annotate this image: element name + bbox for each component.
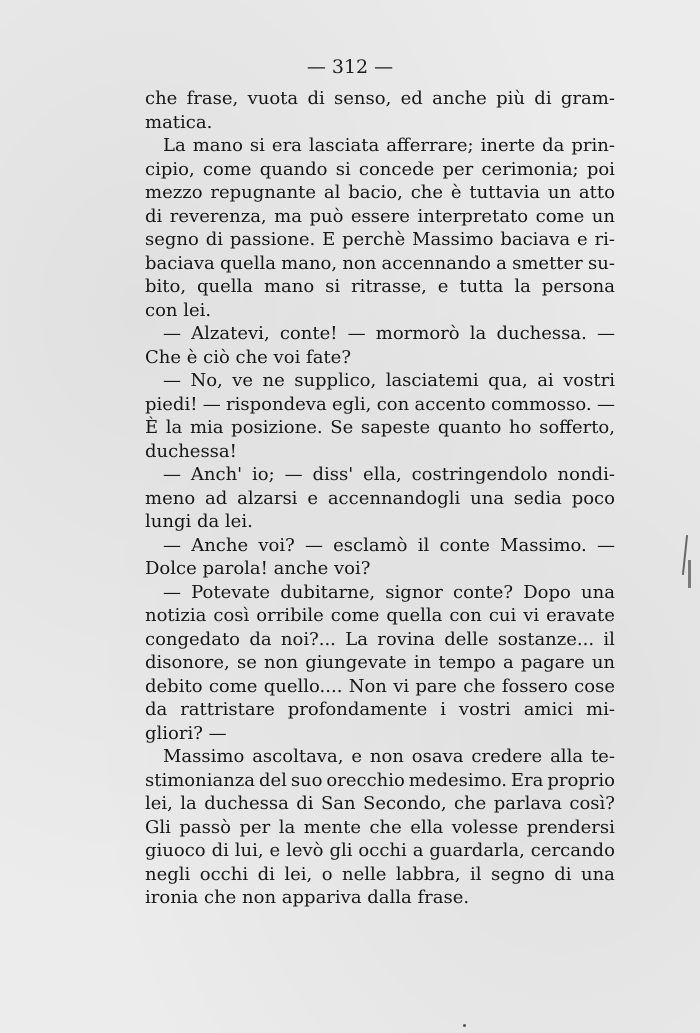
word: e: [351, 746, 362, 767]
word: accennando: [381, 252, 491, 274]
word: accento: [414, 393, 486, 415]
word: un: [591, 652, 615, 673]
word: non: [264, 652, 299, 673]
word: come: [330, 605, 380, 626]
word: a: [502, 652, 514, 673]
word: prendersi: [526, 816, 615, 838]
word: duchessa: [204, 793, 289, 814]
word: atto: [578, 182, 615, 203]
word: non: [369, 746, 404, 767]
text-line: [145, 393, 615, 417]
word: prin-: [571, 135, 615, 156]
text-line: [145, 322, 615, 346]
word: ad: [205, 487, 228, 509]
word: mano: [192, 135, 243, 156]
word: —: [202, 393, 221, 415]
word: credere: [471, 746, 543, 767]
word: vostri: [458, 699, 511, 720]
word: senso,: [334, 88, 392, 109]
word: mi-: [586, 699, 615, 720]
word: notizia: [145, 605, 207, 626]
word: rispondeva: [226, 393, 327, 415]
word: guardarla,: [429, 840, 525, 861]
word: si: [335, 158, 351, 180]
word: supplico,: [294, 370, 377, 391]
word: di: [554, 863, 572, 885]
word: più: [496, 88, 525, 109]
scan-mark: [463, 1024, 466, 1027]
word: alla: [550, 746, 584, 767]
word: in: [413, 652, 432, 673]
word: suo: [290, 769, 323, 791]
word: disonore,: [145, 652, 230, 673]
word: di: [257, 863, 275, 885]
word: eravate: [546, 605, 615, 626]
word: di: [211, 840, 229, 861]
word: La: [345, 628, 368, 650]
word: perchè: [342, 229, 406, 250]
word: una: [581, 863, 615, 885]
word: interpretato: [417, 205, 529, 227]
word: di: [205, 229, 224, 250]
word: quanto: [437, 417, 502, 438]
word: quello....: [263, 675, 343, 697]
word: un: [547, 182, 572, 203]
text-line: [145, 698, 615, 722]
word: Anche: [191, 534, 249, 556]
word: posizione.: [231, 417, 323, 438]
word: o: [321, 863, 333, 885]
word: diss': [312, 464, 354, 485]
word: una: [581, 581, 615, 603]
word: bito,: [145, 276, 187, 297]
word: volesse: [451, 816, 519, 838]
word: quando: [259, 158, 328, 180]
text-line: [145, 581, 615, 605]
scan-mark: [688, 560, 691, 588]
word: passò: [179, 816, 231, 838]
word: ho: [508, 417, 532, 438]
body-text: [145, 87, 615, 910]
text-line: [145, 722, 615, 746]
word: piedi!: [145, 393, 198, 415]
word: che: [454, 793, 487, 814]
word: la: [469, 323, 487, 344]
word: osava: [411, 746, 464, 767]
text-line: [145, 792, 615, 816]
word: conte!: [279, 323, 338, 344]
word: mano,: [281, 252, 338, 274]
word: io;: [252, 464, 275, 485]
word: segno: [145, 229, 199, 250]
word: No,: [190, 370, 223, 391]
word: —: [596, 534, 615, 556]
word: nelle: [342, 863, 387, 885]
word: passione.: [229, 229, 316, 250]
text-line-content: gliori? —: [145, 722, 227, 744]
word: —: [596, 323, 615, 344]
word: di: [534, 88, 552, 109]
word: tutta: [459, 276, 504, 297]
word: frase,: [186, 88, 239, 109]
word: lasciata: [308, 135, 380, 156]
word: lei,: [145, 793, 173, 814]
word: E: [322, 229, 336, 250]
word: congedato: [145, 628, 241, 650]
word: quella: [386, 605, 443, 626]
word: lui,: [234, 840, 264, 861]
word: fossero: [501, 675, 568, 697]
word: reverenza,: [169, 205, 267, 227]
word: conte: [439, 534, 490, 556]
word: vi: [393, 675, 410, 697]
word: meno: [145, 487, 196, 509]
word: bacio,: [348, 182, 403, 203]
word: del: [258, 769, 287, 791]
word: —: [163, 323, 181, 344]
text-line: [145, 369, 615, 393]
word: inerte: [480, 135, 536, 156]
word: Massimo: [163, 746, 245, 767]
word: baciava: [500, 229, 571, 250]
page-number: — 312 —: [306, 56, 394, 78]
word: labbra,: [395, 863, 461, 885]
word: ne: [262, 370, 285, 391]
word: egli,: [331, 393, 372, 415]
word: è: [450, 182, 462, 203]
word: ritrasse,: [351, 276, 427, 297]
word: era: [271, 135, 302, 156]
word: di: [307, 88, 325, 109]
word: lasciatemi: [385, 370, 479, 391]
word: tuttavia: [469, 182, 541, 203]
word: con: [376, 393, 410, 415]
word: noi?...: [280, 628, 336, 650]
word: cose: [574, 675, 615, 697]
word: poi: [586, 158, 615, 180]
word: quella: [197, 276, 254, 297]
word: mano: [263, 276, 315, 297]
word: ella: [410, 816, 444, 838]
word: a: [496, 252, 507, 274]
word: con: [449, 605, 482, 626]
text-line: [145, 628, 615, 652]
word: poco: [571, 487, 615, 509]
word: —: [163, 464, 181, 485]
word: ma: [274, 205, 302, 227]
word: smetter: [512, 252, 583, 274]
word: sedia: [513, 487, 562, 509]
word: una: [470, 487, 505, 509]
word: qua,: [488, 370, 528, 391]
word: alzarsi: [237, 487, 298, 509]
word: —: [163, 534, 181, 556]
word: orecchio: [326, 769, 405, 791]
word: afferrare;: [386, 135, 474, 156]
text-line-content: duchessa!: [145, 440, 237, 462]
text-line: [145, 769, 615, 793]
word: È: [145, 417, 159, 438]
word: stimonianza: [145, 769, 256, 791]
word: cerimonia;: [481, 158, 579, 180]
word: si: [325, 276, 341, 297]
text-line: [145, 205, 615, 229]
word: su-: [588, 252, 615, 274]
word: duchessa.: [496, 323, 587, 344]
word: proprio: [547, 769, 615, 791]
word: gli: [329, 840, 353, 861]
word: levò: [286, 840, 324, 861]
word: essere: [350, 205, 410, 227]
word: pagare: [520, 652, 585, 673]
word: il: [417, 534, 430, 556]
word: e: [269, 840, 281, 861]
word: la: [180, 793, 197, 814]
word: Se: [330, 417, 354, 438]
word: da: [249, 628, 272, 650]
word: che: [145, 88, 178, 109]
word: come: [535, 205, 585, 227]
word: ai: [537, 370, 554, 391]
word: Anch': [190, 464, 243, 485]
word: parlava: [493, 793, 562, 814]
word: medesimo.: [408, 769, 507, 791]
word: Dopo: [523, 581, 571, 603]
word: vostri: [563, 370, 615, 391]
word: conte?: [453, 581, 514, 603]
text-line-content: con lei.: [145, 299, 212, 321]
word: signor: [385, 581, 443, 603]
text-line-content: ironia che non appariva dalla frase.: [145, 887, 470, 908]
word: Era: [510, 769, 544, 791]
word: per: [239, 816, 271, 838]
text-line: [145, 816, 615, 840]
word: sofferto,: [539, 417, 615, 438]
word: segno: [490, 863, 545, 885]
word: Massimo: [412, 229, 494, 250]
word: accennandogli: [327, 487, 461, 509]
text-line: [145, 228, 615, 252]
word: da: [145, 699, 168, 720]
text-line: [145, 863, 615, 887]
word: tempo: [438, 652, 496, 673]
text-line: [145, 510, 615, 534]
word: che: [463, 675, 496, 697]
word: sostanze...: [497, 628, 595, 650]
word: così?: [569, 793, 615, 814]
word: anche: [432, 88, 487, 109]
word: lei,: [284, 863, 313, 885]
word: cercando: [530, 840, 615, 861]
word: —: [163, 581, 181, 603]
word: ella,: [363, 464, 402, 485]
word: cipio,: [145, 158, 195, 180]
text-line: [145, 487, 615, 511]
word: per: [442, 158, 474, 180]
word: si: [249, 135, 265, 156]
text-line: [145, 111, 615, 135]
text-line: [145, 134, 615, 158]
word: orribile: [256, 605, 324, 626]
word: —: [284, 464, 303, 485]
word: Potevate: [191, 581, 271, 603]
word: giungevate: [305, 652, 407, 673]
text-line: [145, 346, 615, 370]
word: —: [596, 393, 615, 415]
word: Secondo,: [363, 793, 447, 814]
text-line: [145, 534, 615, 558]
word: un: [591, 205, 615, 227]
word: cui: [488, 605, 517, 626]
word: te-: [590, 746, 615, 767]
word: San: [320, 793, 356, 814]
text-line: [145, 886, 615, 910]
word: non: [342, 252, 377, 274]
text-line: [145, 416, 615, 440]
word: sapeste: [360, 417, 431, 438]
word: delle: [444, 628, 489, 650]
word: commosso.: [491, 393, 592, 415]
text-line: [145, 557, 615, 581]
word: come: [202, 158, 252, 180]
word: la: [278, 816, 296, 838]
text-line: [145, 463, 615, 487]
word: la: [514, 276, 531, 297]
word: occhi: [199, 863, 249, 885]
word: il: [603, 628, 615, 650]
word: vi: [523, 605, 540, 626]
word: —: [304, 534, 323, 556]
word: debito: [145, 675, 203, 697]
text-line: [145, 181, 615, 205]
word: di: [145, 205, 163, 227]
text-line: [145, 651, 615, 675]
word: così: [213, 605, 250, 626]
text-line: [145, 87, 615, 111]
text-line-content: Che è ciò che voi fate?: [145, 346, 351, 368]
word: il: [469, 863, 482, 885]
word: repugnante: [210, 182, 317, 203]
word: e: [576, 229, 588, 250]
word: al: [323, 182, 341, 203]
word: e: [307, 487, 318, 509]
word: ascoltava,: [252, 746, 344, 767]
text-line: [145, 839, 615, 863]
word: che: [369, 816, 402, 838]
word: che: [410, 182, 444, 203]
word: può: [309, 205, 344, 227]
word: se: [236, 652, 257, 673]
word: nondi-: [557, 464, 615, 485]
word: giuoco: [145, 840, 206, 861]
word: i: [440, 699, 446, 720]
word: —: [347, 323, 366, 344]
word: occhi: [358, 840, 407, 861]
text-line: [145, 158, 615, 182]
text-line-content: matica.: [145, 111, 213, 133]
text-line: [145, 604, 615, 628]
word: voi?: [258, 534, 295, 556]
word: profondamente: [287, 699, 428, 720]
text-line: [145, 745, 615, 769]
word: vuota: [247, 88, 299, 109]
word: Gli: [145, 816, 171, 838]
word: quella: [219, 252, 276, 274]
word: mormorò: [375, 323, 460, 344]
text-line: [145, 252, 615, 276]
word: mente: [303, 816, 361, 838]
text-line-content: Dolce parola! anche voi?: [145, 558, 371, 579]
word: baciava: [145, 252, 215, 274]
text-line: [145, 275, 615, 299]
word: La: [163, 135, 186, 156]
word: persona: [541, 276, 615, 297]
word: pare: [415, 675, 457, 697]
word: esclamò: [333, 534, 408, 556]
word: concede: [358, 158, 435, 180]
word: ve: [232, 370, 254, 391]
word: e: [437, 276, 449, 297]
word: la: [165, 417, 183, 438]
word: Alzatevi,: [191, 323, 270, 344]
word: mezzo: [145, 182, 203, 203]
word: ed: [400, 88, 423, 109]
text-line-content: lungi da lei.: [145, 511, 253, 532]
word: mia: [189, 417, 224, 438]
word: a: [412, 840, 424, 861]
word: di: [296, 793, 314, 814]
word: —: [163, 370, 181, 391]
word: Massimo.: [500, 534, 587, 556]
word: costringendolo: [411, 464, 548, 485]
word: amici: [523, 699, 574, 720]
word: da: [542, 135, 565, 156]
word: come: [208, 675, 258, 697]
text-line: [145, 299, 615, 323]
word: gram-: [560, 88, 615, 109]
text-line: [145, 440, 615, 464]
word: Non: [348, 675, 387, 697]
text-line: [145, 675, 615, 699]
word: negli: [145, 863, 191, 885]
word: dubitarne,: [280, 581, 376, 603]
word: ri-: [594, 229, 615, 250]
word: rovina: [377, 628, 435, 650]
word: rattristare: [180, 699, 275, 720]
